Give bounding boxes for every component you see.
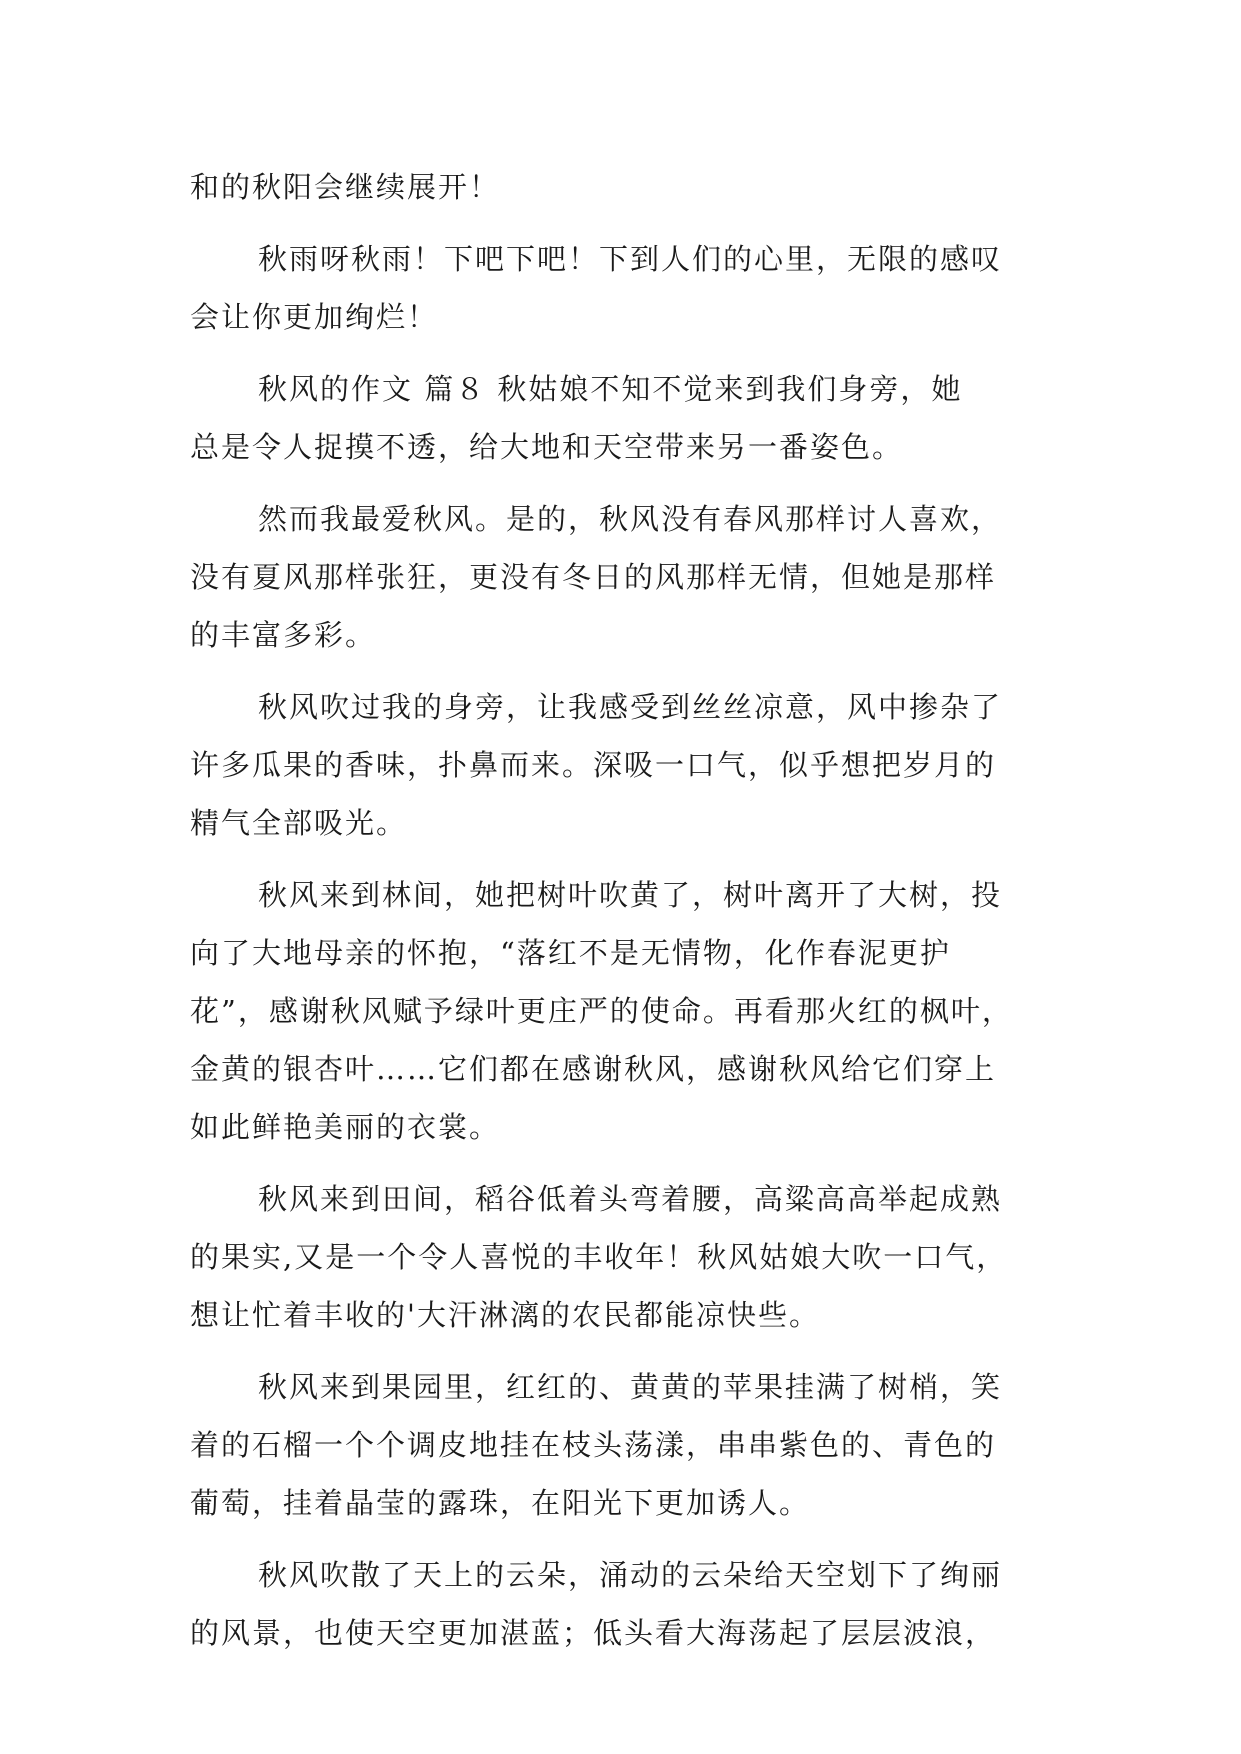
text-line: 精气全部吸光。 bbox=[190, 806, 408, 840]
text-line: 的果实,又是一个令人喜悦的丰收年！秋风姑娘大吹一口气， bbox=[190, 1240, 1008, 1274]
text-line: 花”，感谢秋风赋予绿叶更庄严的使命。再看那火红的枫叶， bbox=[190, 994, 1013, 1028]
document-body bbox=[190, 158, 1060, 1662]
text-line: 会让你更加绚烂！ bbox=[190, 300, 439, 334]
text-line: 秋风吹散了天上的云朵，涌动的云朵给天空划下了绚丽 bbox=[258, 1558, 1003, 1592]
text-line: 金黄的银杏叶……它们都在感谢秋风，感谢秋风给它们穿上 bbox=[190, 1052, 997, 1086]
text-line: 想让忙着丰收的'大汗淋漓的农民都能凉快些。 bbox=[190, 1298, 820, 1332]
text-line: 秋风来到林间，她把树叶吹黄了，树叶离开了大树，投 bbox=[258, 878, 1003, 912]
text-line: 和的秋阳会继续展开！ bbox=[190, 170, 501, 204]
text-line: 总是令人捉摸不透，给大地和天空带来另一番姿色。 bbox=[190, 430, 904, 464]
text-line: 向了大地母亲的怀抱，“落红不是无情物，化作春泥更护 bbox=[190, 936, 951, 970]
text-line: 秋风来到果园里，红红的、黄黄的苹果挂满了树梢，笑 bbox=[258, 1370, 1003, 1404]
text-line: 许多瓜果的香味，扑鼻而来。深吸一口气，似乎想把岁月的 bbox=[190, 748, 997, 782]
text-line: 秋风的作文 篇８ 秋姑娘不知不觉来到我们身旁，她 bbox=[258, 372, 963, 406]
text-line: 的丰富多彩。 bbox=[190, 618, 377, 652]
text-line: 的风景，也使天空更加湛蓝；低头看大海荡起了层层波浪， bbox=[190, 1616, 997, 1650]
text-line: 秋风吹过我的身旁，让我感受到丝丝凉意，风中掺杂了 bbox=[258, 690, 1003, 724]
text-line: 葡萄，挂着晶莹的露珠，在阳光下更加诱人。 bbox=[190, 1486, 811, 1520]
text-line: 着的石榴一个个调皮地挂在枝头荡漾，串串紫色的、青色的 bbox=[190, 1428, 997, 1462]
text-line: 秋风来到田间，稻谷低着头弯着腰，高粱高高举起成熟 bbox=[258, 1182, 1003, 1216]
text-line: 如此鲜艳美丽的衣裳。 bbox=[190, 1110, 501, 1144]
text-line: 秋雨呀秋雨！下吧下吧！下到人们的心里，无限的感叹 bbox=[258, 242, 1003, 276]
text-line: 没有夏风那样张狂，更没有冬日的风那样无情，但她是那样 bbox=[190, 560, 997, 594]
text-line: 然而我最爱秋风。是的，秋风没有春风那样讨人喜欢， bbox=[258, 502, 1003, 536]
